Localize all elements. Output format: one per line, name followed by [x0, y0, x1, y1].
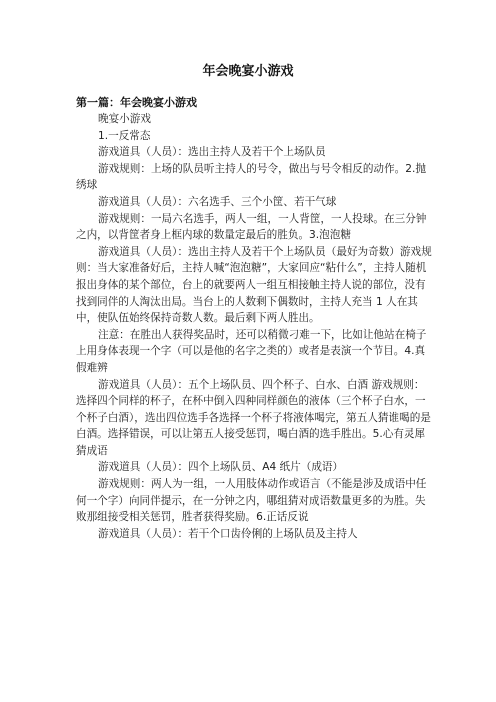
- paragraph: 1.一反常态: [98, 129, 151, 142]
- document-title: 年会晚宴小游戏: [202, 64, 294, 79]
- paragraph: 游戏道具（人员）：选出主持人及若干个上场队员（最好为奇数）游戏规则：当大家准备好后，主持人喊“泡泡糖”，大家回应“粘什么”，主持人随机报出身体的某个部位，台上的就要两人一组互相接触主持人说的部位，没有找到同伴的人淘汰出局。当台上的人数剩下偶数时，主持人充当 1 人在其中，使队伍始终保持奇数人数。最后剩下两人胜出。: [76, 245, 432, 325]
- section-heading: 第一篇：年会晚宴小游戏: [76, 96, 197, 109]
- paragraph: 游戏道具（人员）：五个上场队员、四个杯子、白水、白酒 游戏规则：选择四个同样的杯子，在杯中倒入四种同样颜色的液体（三个杯子白水，一个杯子白酒），选出四位选手各选择一个杯子将液体喝完，第五人猜谁喝的是白酒。选择错误，可以让第五人接受惩罚，喝白酒的选手胜出。5.心有灵犀猜成语: [76, 378, 431, 457]
- paragraph: 游戏道具（人员）：若干个口齿伶俐的上场队员及主持人: [98, 527, 358, 540]
- paragraph: 游戏规则：一局六名选手，两人一组，一人背筐，一人投球。在三分钟之内，以背筐者身上框内球的数量定最后的胜负。3.泡泡糖: [76, 212, 427, 242]
- document-body: [76, 111, 432, 542]
- paragraph: 游戏道具（人员）：六名选手、三个小筐、若干气球: [98, 195, 337, 208]
- paragraph: 游戏规则：两人为一组，一人用肢体动作或语言（不能是涉及成语中任何一个字）向同伴提示，在一分钟之内，哪组猜对成语数量更多的为胜。失败那组接受相关惩罚，胜者获得奖励。6.正话反说: [76, 478, 427, 524]
- paragraph: 晚宴小游戏: [98, 113, 151, 125]
- paragraph: 游戏道具（人员）：四个上场队员、A4 纸片（成语）: [98, 461, 344, 474]
- paragraph: 游戏道具（人员）：选出主持人及若干个上场队员: [98, 146, 326, 159]
- paragraph: 注意：在胜出人获得奖品时，还可以稍微刁难一下，比如让他站在椅子上用身体表现一个字（可以是他的名字之类的）或者是表演一个节目。4.真假难辨: [76, 328, 427, 374]
- paragraph: 游戏规则：上场的队员听主持人的号令，做出与号令相反的动作。2.抛绣球: [76, 162, 426, 192]
